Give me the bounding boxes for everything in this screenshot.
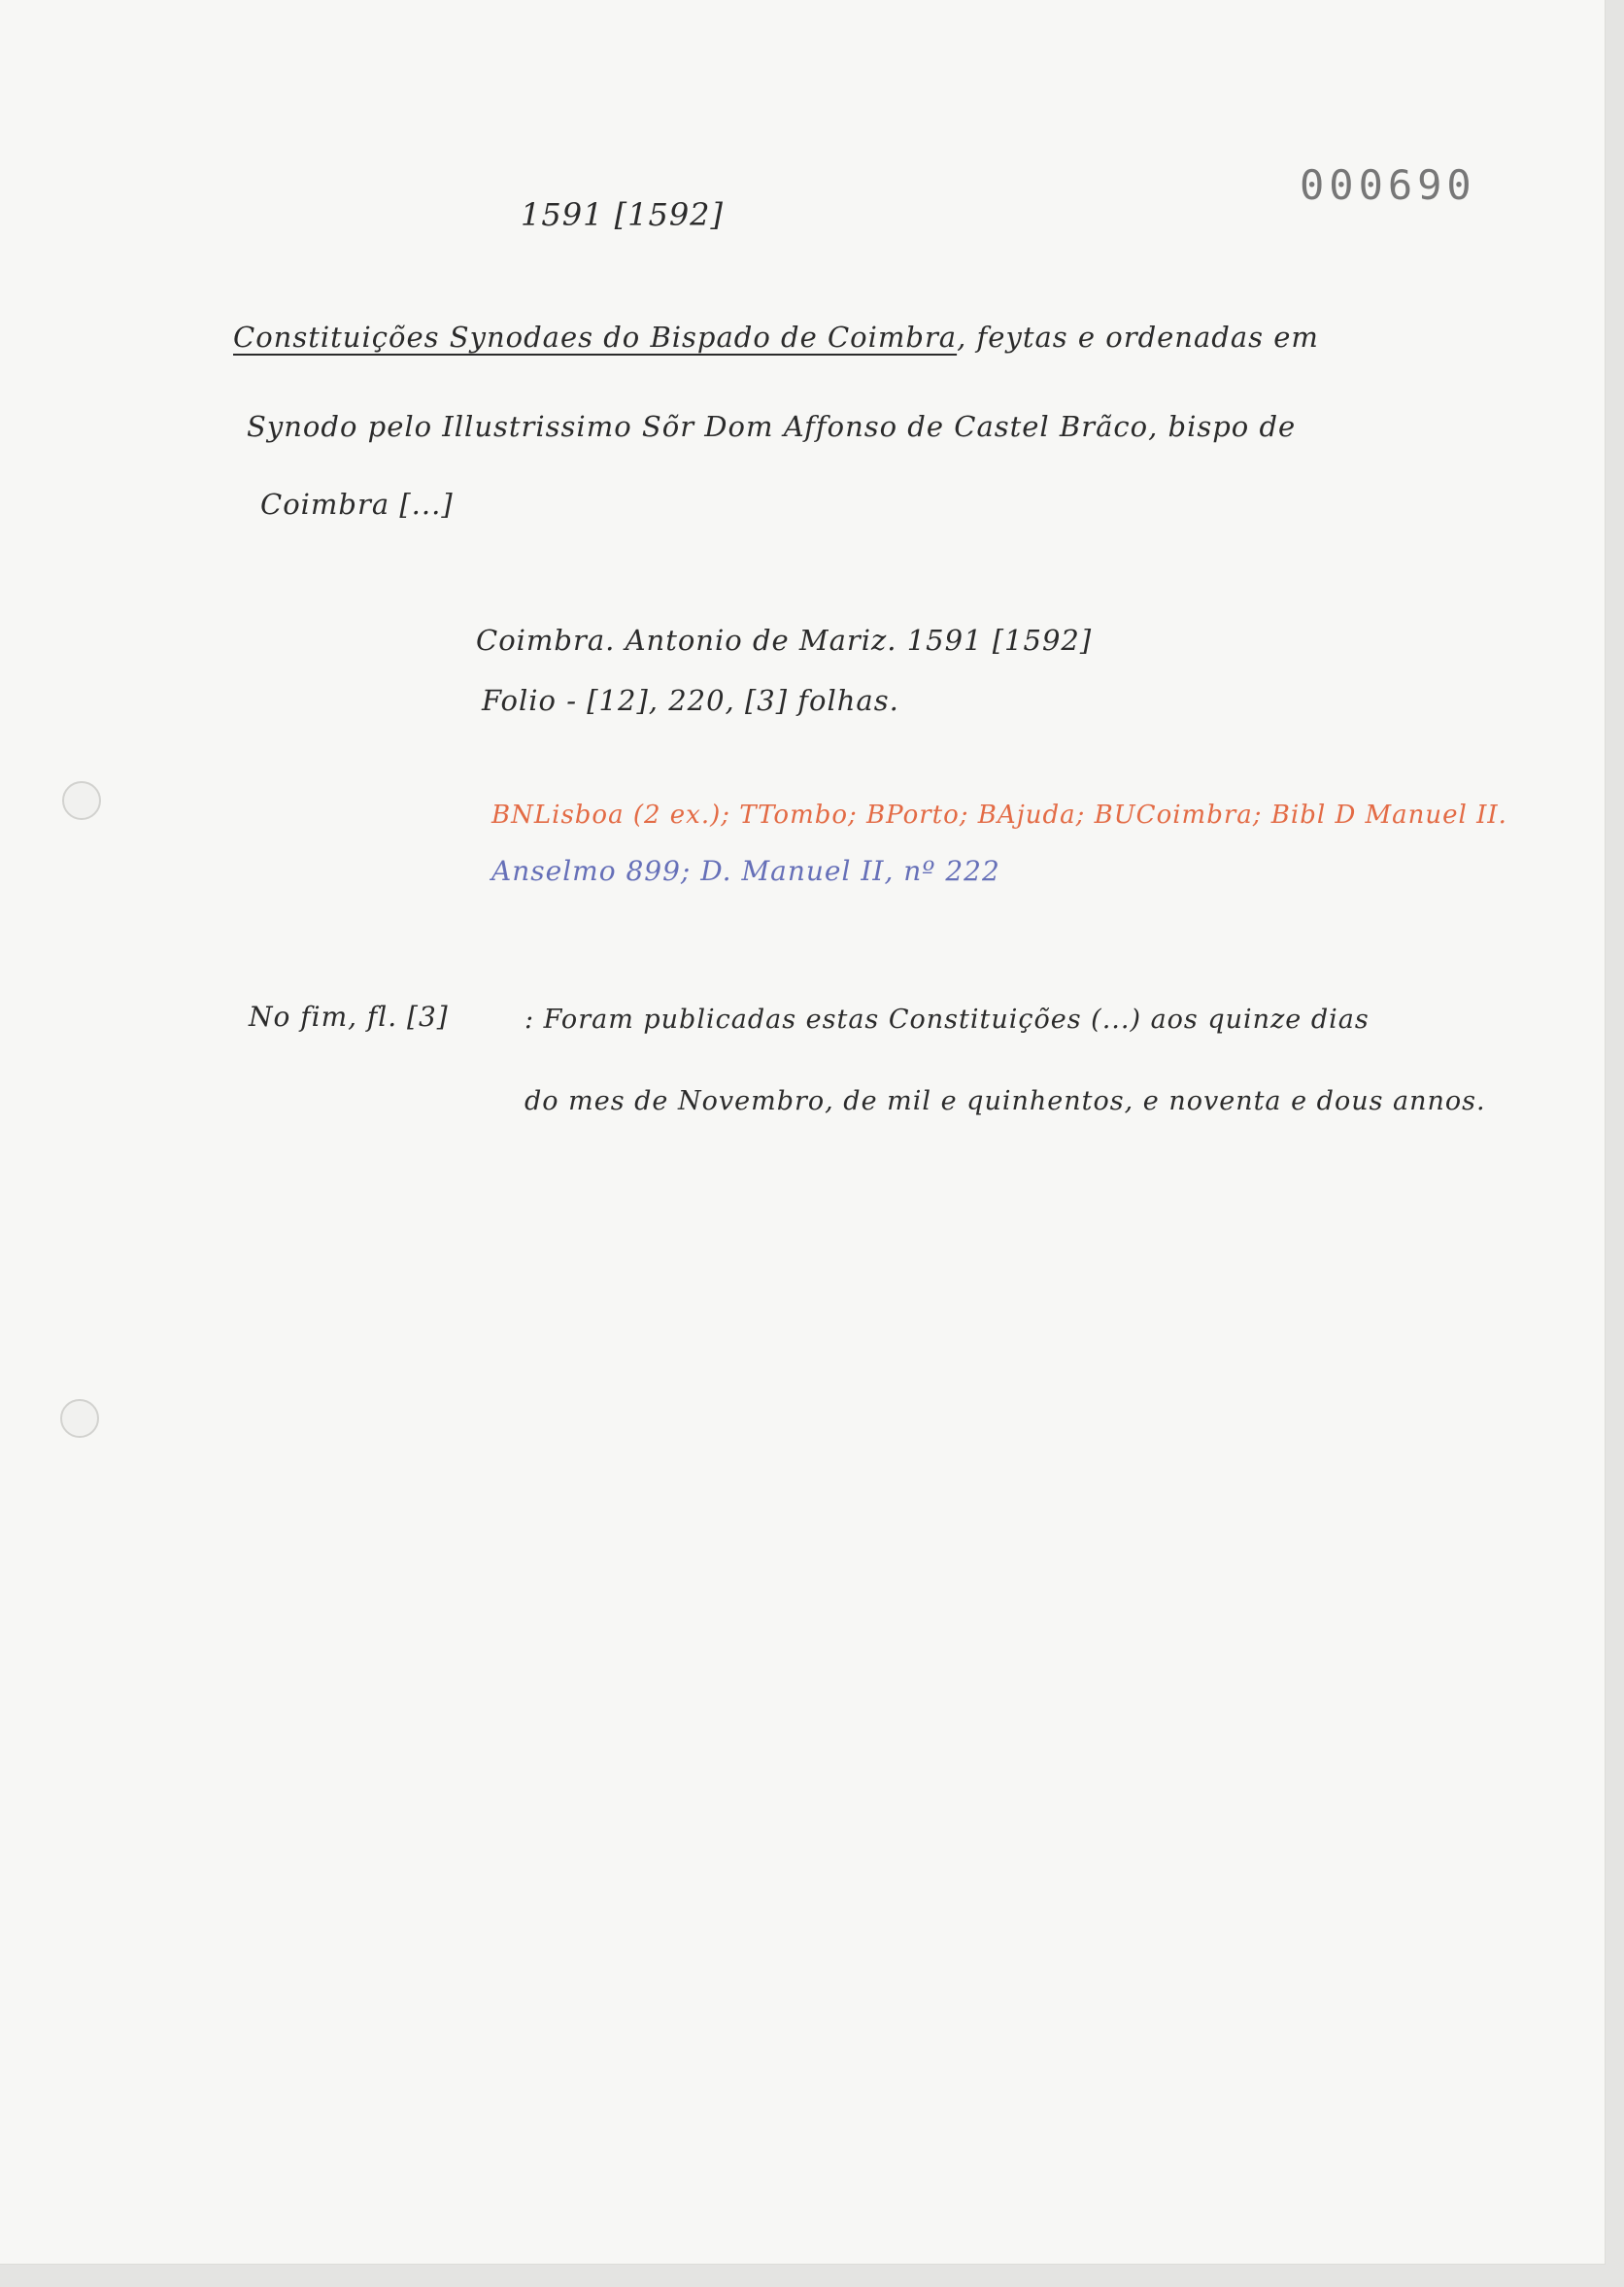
format-line: Folio - [12], 220, [3] folhas. <box>482 684 899 717</box>
colophon-label: No fim, fl. [3] <box>249 1001 449 1033</box>
title-line-2: Synodo pelo Illustrissimo Sõr Dom Affonso de Castel Brãco, bispo de <box>247 410 1297 443</box>
imprint-line: Coimbra. Antonio de Mariz. 1591 [1592] <box>476 624 1093 657</box>
title-underlined: Constituições Synodaes do Bispado de Coimbra <box>233 321 958 354</box>
holdings-libraries: BNLisboa (2 ex.); TTombo; BPorto; BAjuda; BUCoimbra; Bibl D Manuel II. <box>491 801 1507 830</box>
colophon-line-1: : Foram publicadas estas Constituições (...) aos quinze dias <box>524 1005 1370 1035</box>
colophon-line-2: do mes de Novembro, de mil e quinhentos, e noventa e dous annos. <box>524 1086 1486 1116</box>
punch-hole-upper <box>62 781 101 820</box>
title-line-3: Coimbra [...] <box>260 488 454 521</box>
title-rest: , feytas e ordenadas em <box>957 321 1319 354</box>
holdings-references: Anselmo 899; D. Manuel II, nº 222 <box>491 855 1000 887</box>
header-date: 1591 [1592] <box>521 196 725 233</box>
punch-hole-lower <box>60 1399 99 1438</box>
title-line-1 <box>233 321 1319 354</box>
stamp-number: 000690 <box>1300 161 1476 209</box>
